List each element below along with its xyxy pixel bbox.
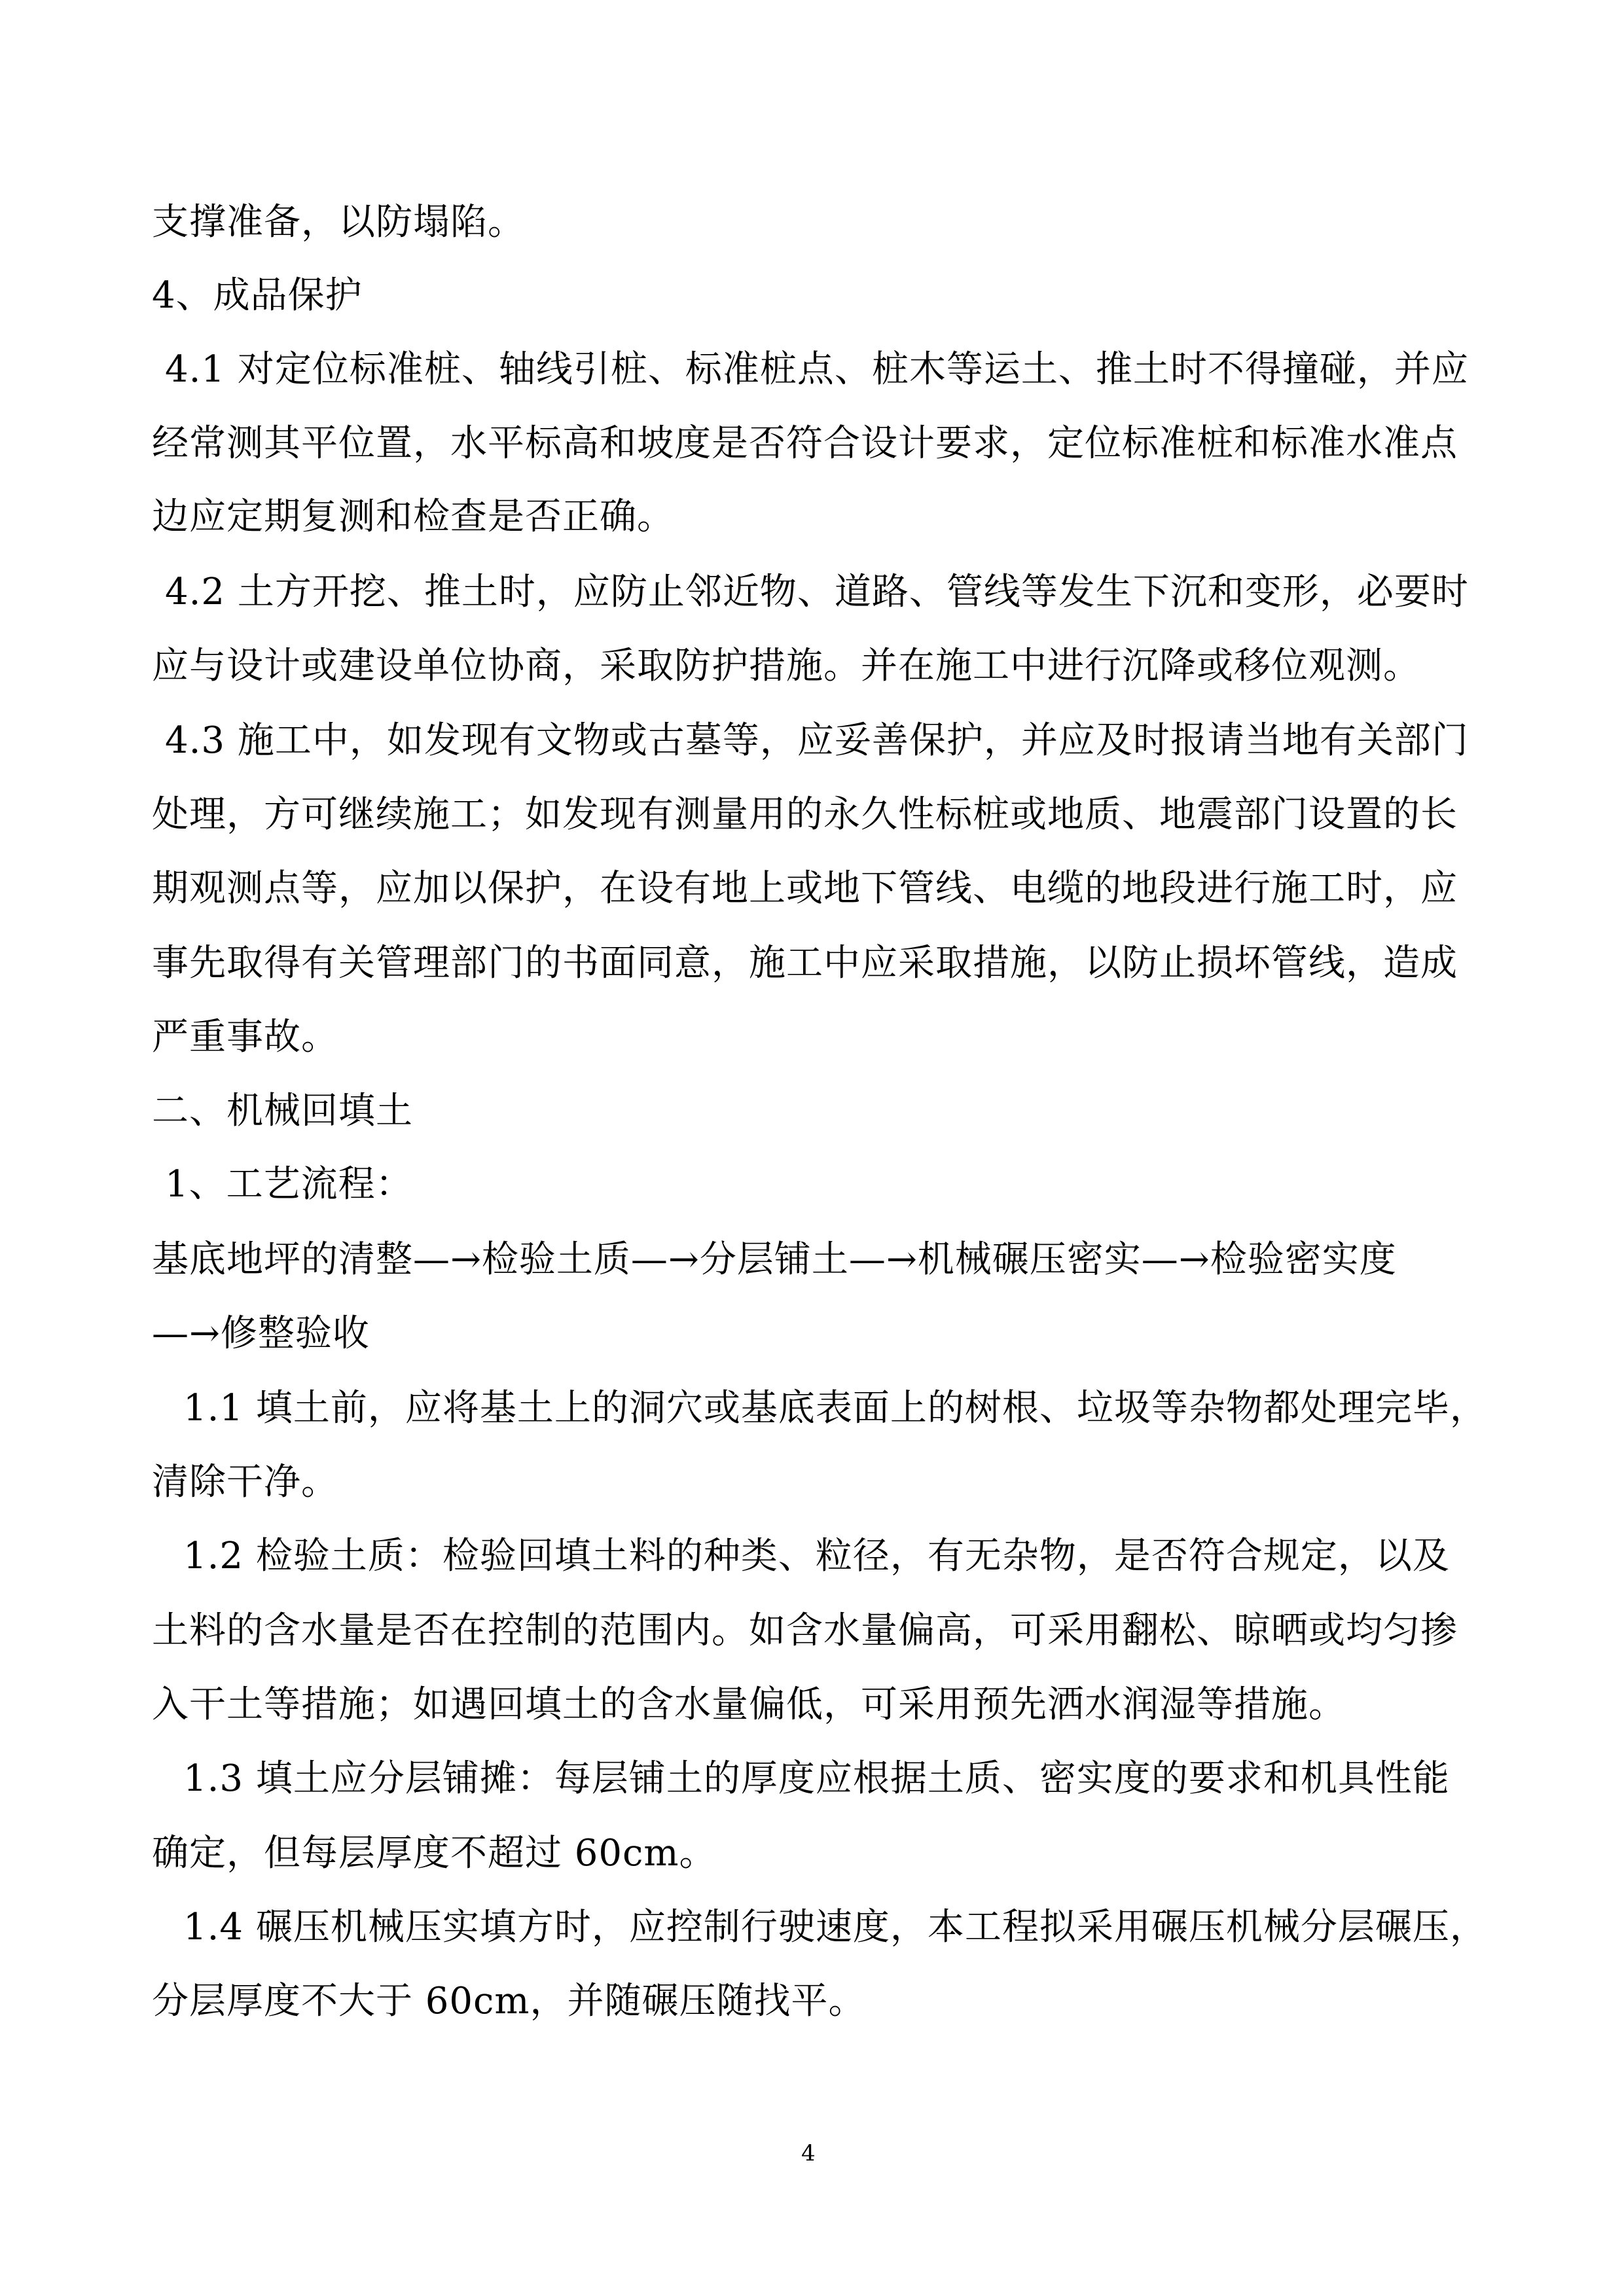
section-heading: 1、工艺流程：	[165, 1163, 413, 1206]
text-line: 分层厚度不大于 60cm，并随碾压随找平。	[152, 1980, 866, 2022]
text-line: 期观测点等，应加以保护，在设有地上或地下管线、电缆的地段进行施工时，应	[152, 867, 1458, 910]
text-line: 4.3 施工中，如发现有文物或古墓等，应妥善保护，并应及时报请当地有关部门	[165, 719, 1469, 762]
text-line: 事先取得有关管理部门的书面同意，施工中应采取措施，以防止损坏管线，造成	[152, 942, 1458, 984]
text-line: 基底地坪的清整—→检验土质—→分层铺土—→机械碾压密实—→检验密实度	[152, 1238, 1397, 1281]
text-line: 清除干净。	[152, 1461, 338, 1503]
text-line: 确定，但每层厚度不超过 60cm。	[152, 1832, 717, 1874]
text-line: 入干土等措施；如遇回填土的含水量偏低，可采用预先洒水润湿等措施。	[152, 1683, 1346, 1726]
text-line: 4.1 对定位标准桩、轴线引桩、标准桩点、桩木等运土、推土时不得撞碰，并应	[165, 348, 1469, 391]
text-line: 1.4 碾压机械压实填方时，应控制行驶速度，本工程拟采用碾压机械分层碾压，	[183, 1906, 1487, 1948]
text-line: 1.3 填土应分层铺摊：每层铺土的厚度应根据土质、密实度的要求和机具性能	[183, 1757, 1450, 1800]
text-line: 应与设计或建设单位协商，采取防护措施。并在施工中进行沉降或移位观测。	[152, 645, 1420, 687]
text-line: 处理，方可继续施工；如发现有测量用的永久性标桩或地质、地震部门设置的长	[152, 793, 1458, 836]
section-heading: 二、机械回填土	[152, 1090, 413, 1132]
page-number: 4	[801, 2140, 816, 2166]
section-heading: 4、成品保护	[152, 274, 363, 317]
text-line: 4.2 土方开挖、推土时，应防止邻近物、道路、管线等发生下沉和变形，必要时	[165, 571, 1469, 613]
text-line: —→修整验收	[152, 1312, 370, 1355]
text-line: 支撑准备，以防塌陷。	[152, 201, 525, 243]
text-line: 1.1 填土前，应将基土上的洞穴或基底表面上的树根、垃圾等杂物都处理完毕，	[183, 1387, 1487, 1429]
text-line: 1.2 检验土质：检验回填土料的种类、粒径，有无杂物，是否符合规定，以及	[183, 1535, 1450, 1577]
text-line: 土料的含水量是否在控制的范围内。如含水量偏高，可采用翻松、晾晒或均匀掺	[152, 1609, 1458, 1652]
text-line: 经常测其平位置，水平标高和坡度是否符合设计要求，定位标准桩和标准水准点	[152, 422, 1458, 465]
text-line: 严重事故。	[152, 1016, 338, 1058]
text-line: 边应定期复测和检查是否正确。	[152, 495, 674, 538]
